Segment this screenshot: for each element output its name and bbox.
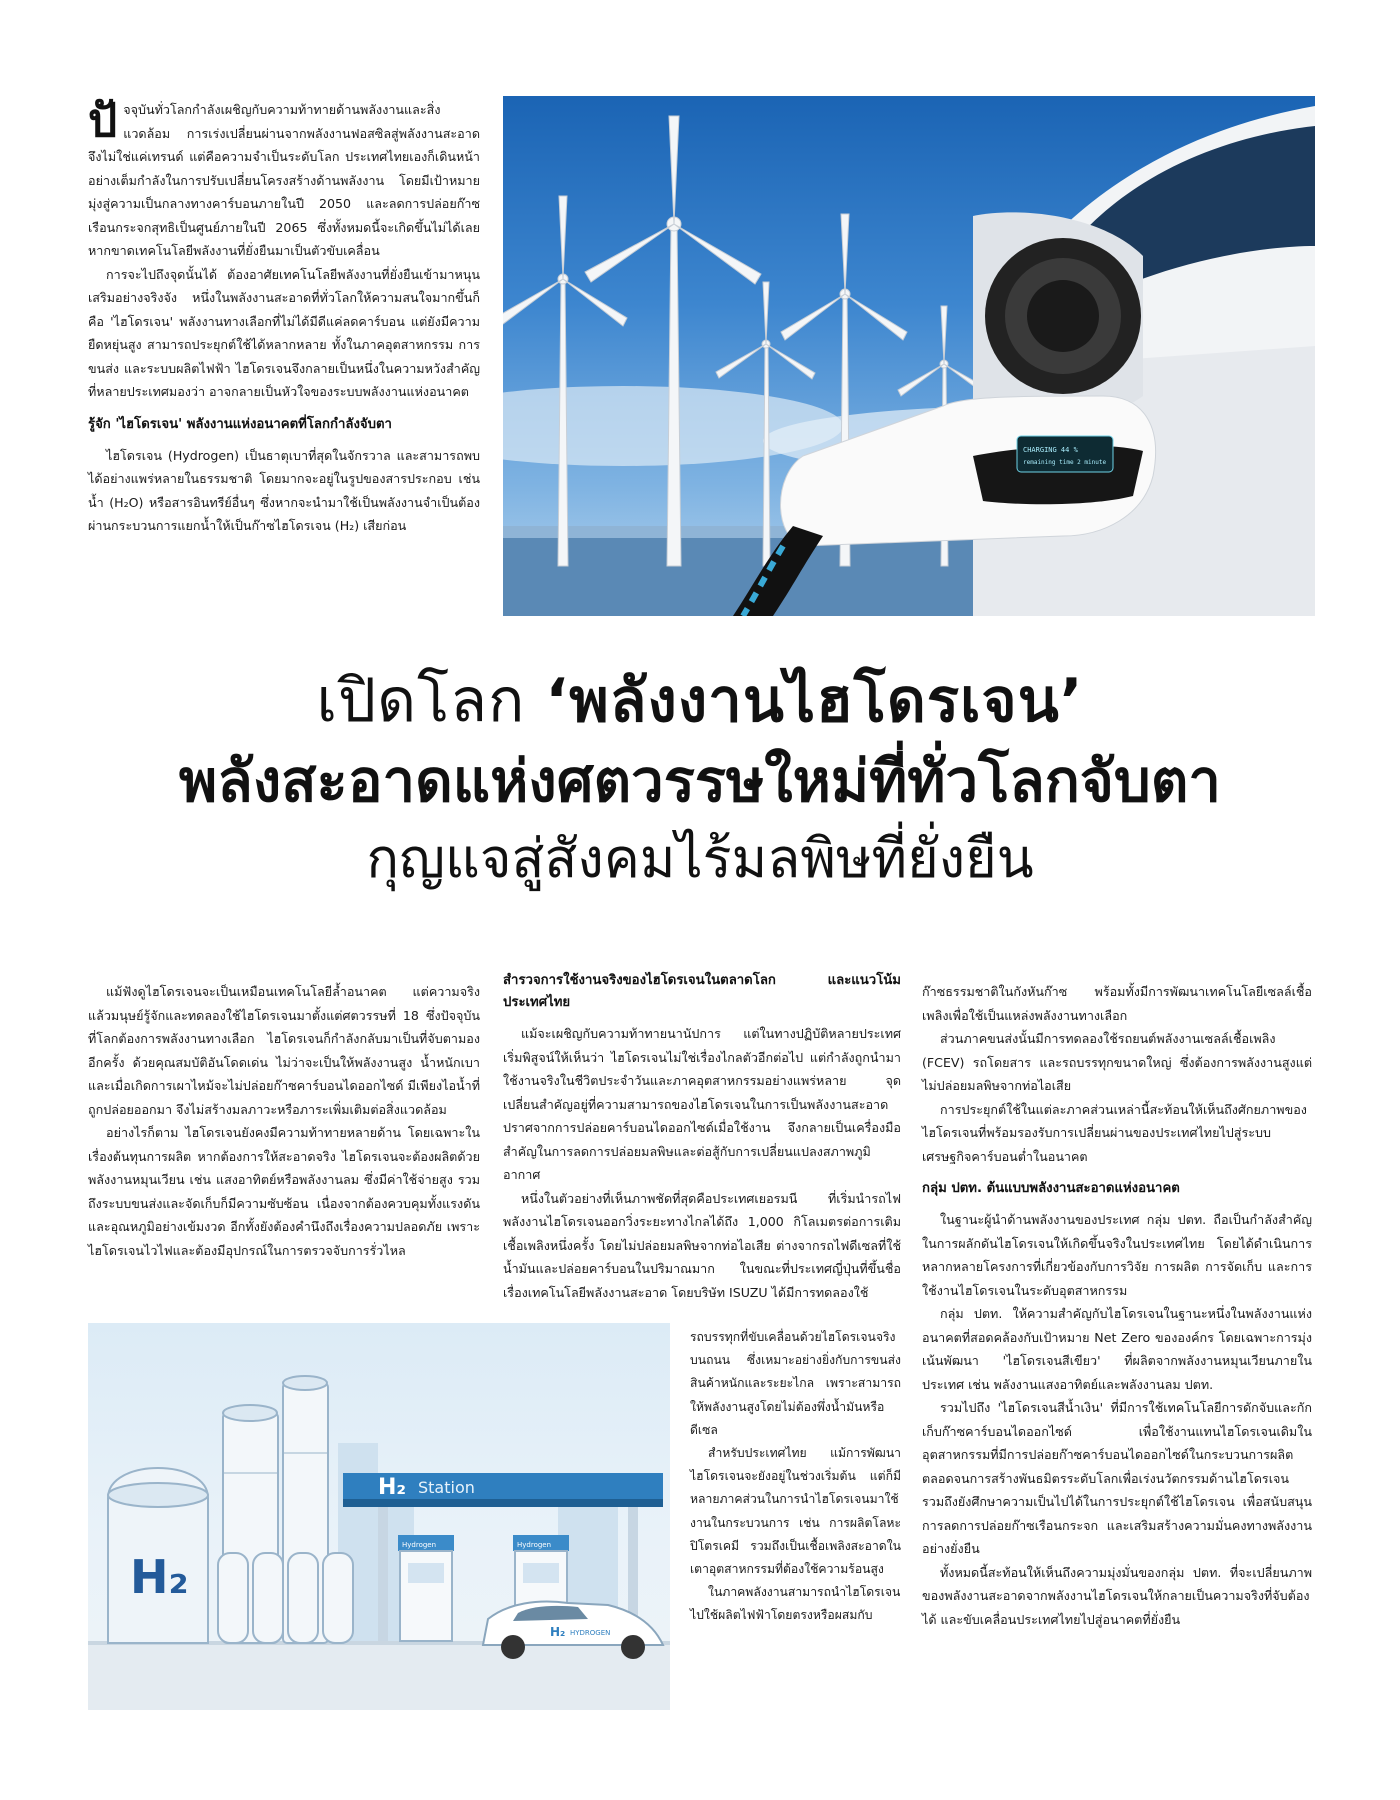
col2-paragraph-1: แม้จะเผชิญกับความท้าทายนานัปการ แต่ในทางปฏิบัติหลายประเทศเริ่มพิสูจน์ให้เห็นว่า ไฮโดรเจนไม่ใช่เรื่องไกลตัวอีกต่อไป แต่กำลังถูกนำมาใช้งานจริงในชีวิตประจำวันและภาคอุตสาหกรรมอย่างแพร่หลาย จุดเปลี่ยนสำคัญอยู่ที่ความสามารถของไฮโดรเจนในการเป็นพลังงานสะอาด ปราศจากการปล่อยคาร์บอนไดออกไซด์เมื่อใช้งาน จึงกลายเป็นเครื่องมือสำคัญในการลดการปล่อยมลพิษและต่อสู้กับการเปลี่ยนแปลงสภาพภูมิอากาศ <box>503 1026 901 1182</box>
headline-block <box>40 660 1360 898</box>
headline-line-3: กุญแจสู่สังคมไร้มลพิษที่ยั่งยืน <box>366 827 1034 890</box>
wind-turbine-icon <box>503 196 627 566</box>
body-column-1 <box>88 980 480 1262</box>
station-illustration-svg <box>88 1323 670 1710</box>
col3-paragraph-2: ส่วนภาคขนส่งนั้นมีการทดลองใช้รถยนต์พลังงานเซลล์เชื้อเพลิง (FCEV) รถโดยสาร และรถบรรทุกขนาดใหญ่ ซึ่งต้องการพลังงานสูงแต่ไม่ปล่อยมลพิษจากท่อไอเสีย <box>922 1031 1312 1093</box>
body-column-3 <box>922 980 1312 1631</box>
hydrogen-station-illustration <box>88 1323 670 1710</box>
col2-lower-paragraph-3: ในภาคพลังงานสามารถนำไฮโดรเจนไปใช้ผลิตไฟฟ้าโดยตรงหรือผสมกับ <box>690 1585 901 1623</box>
intro-paragraph-1: ปัจจุบันทั่วโลกกำลังเผชิญกับความท้าทายด้านพลังงานและสิ่งแวดล้อม การเร่งเปลี่ยนผ่านจากพลังงานฟอสซิลสู่พลังงานสะอาดจึงไม่ใช่แค่เทรนด์ แต่คือความจำเป็นระดับโลก ประเทศไทยเองก็เดินหน้าอย่างเต็มกำลังในการปรับเปลี่ยนโครงสร้างด้านพลังงาน โดยมีเป้าหมายมุ่งสู่ความเป็นกลางทางคาร์บอนภายในปี 2050 และลดการปล่อยก๊าซเรือนกระจกสุทธิเป็นศูนย์ภายในปี 2065 ซึ่งทั้งหมดนี้จะเกิดขึ้นไม่ได้เลยหากขาดเทคโนโลยีพลังงานที่ยั่งยืนมาเป็นตัวขับเคลื่อน <box>88 93 480 258</box>
charging-time-text: remaining time 2 minute <box>1023 459 1107 466</box>
charging-port <box>973 212 1143 420</box>
dropcap: ปั <box>88 93 118 147</box>
dispenser-label-1: Hydrogen <box>402 1541 437 1549</box>
col3-paragraph-1: ก๊าซธรรมชาติในกังหันก๊าซ พร้อมทั้งมีการพัฒนาเทคโนโลยีเซลล์เชื้อเพลิงเพื่อใช้เป็นแหล่งพลังงานทางเลือก <box>922 984 1312 1023</box>
body-column-2 <box>503 970 901 1304</box>
station-sign-h2: H₂ <box>378 1475 407 1500</box>
car-hydrogen-label: HYDROGEN <box>570 1629 611 1637</box>
col2-heading: สำรวจการใช้งานจริงของไฮโดรเจนในตลาดโลก และแนวโน้มประเทศไทย <box>503 973 901 1010</box>
hero-illustration <box>503 96 1315 616</box>
col1-paragraph-1: แม้ฟังดูไฮโดรเจนจะเป็นเหมือนเทคโนโลยีล้ำอนาคต แต่ความจริงแล้วมนุษย์รู้จักและทดลองใช้ไฮโดรเจนมาตั้งแต่ศตวรรษที่ 18 ซึ่งปัจจุบันที่โลกต้องการพลังงานทางเลือก ไฮโดรเจนก็กำลังกลับมาเป็นที่จับตามองอีกครั้ง ด้วยคุณสมบัติอันโดดเด่น ไม่ว่าจะเป็นให้พลังงานสูง น้ำหนักเบา และเมื่อเกิดการเผาไหม้จะไม่ปล่อยก๊าซคาร์บอนไดออกไซด์ มีเพียงไอน้ำที่ถูกปล่อยออกมา จึงไม่สร้างมลภาวะหรือภาระเพิ่มเติมต่อสิ่งแวดล้อม <box>88 984 480 1117</box>
body-column-2-lower <box>690 1326 901 1628</box>
hero-photo <box>503 96 1315 616</box>
station-sign-text: Station <box>418 1478 475 1497</box>
col2-paragraph-2: หนึ่งในตัวอย่างที่เห็นภาพชัดที่สุดคือประเทศเยอรมนี ที่เริ่มนำรถไฟพลังงานไฮโดรเจนออกวิ่งระยะทางไกลได้ถึง 1,000 กิโลเมตรต่อการเติมเชื้อเพลิงหนึ่งครั้ง โดยไม่ปล่อยมลพิษจากท่อไอเสีย ต่างจากรถไฟดีเซลที่ใช้น้ำมันและปล่อยคาร์บอนในปริมาณมาก ในขณะที่ประเทศญี่ปุ่นที่ขึ้นชื่อเรื่องเทคโนโลยีพลังงานสะอาด โดยบริษัท ISUZU ได้มีการทดลองใช้ <box>503 1190 901 1300</box>
car-h2-label: H₂ <box>550 1625 566 1639</box>
intro-subheading: รู้จัก 'ไฮโดรเจน' พลังงานแห่งอนาคตที่โลกกำลังจับตา <box>88 416 392 432</box>
col3-paragraph-7: ทั้งหมดนี้สะท้อนให้เห็นถึงความมุ่งมั่นของกลุ่ม ปตท. ที่จะเปลี่ยนภาพของพลังงานสะอาดจากพลังงานไฮโดรเจนให้กลายเป็นความจริงที่จับต้องได้ และขับเคลื่อนประเทศไทยไปสู่อนาคตที่ยั่งยืน <box>922 1564 1312 1627</box>
col3-heading: กลุ่ม ปตท. ต้นแบบพลังงานสะอาดแห่งอนาคต <box>922 1181 1180 1196</box>
col2-lower-paragraph-2: สำหรับประเทศไทย แม้การพัฒนาไฮโดรเจนจะยังอยู่ในช่วงเริ่มต้น แต่ก็มีหลายภาคส่วนในการนำไฮโดรเจนมาใช้งานในกระบวนการ เช่น การผลิตโลหะ ปิโตรเคมี รวมถึงเป็นเชื้อเพลิงสะอาดในเตาอุตสาหกรรมที่ต้องใช้ความร้อนสูง <box>690 1446 901 1577</box>
storage-tank-icon <box>108 1468 208 1643</box>
wind-turbine-icon <box>585 116 761 566</box>
dispenser-label-2: Hydrogen <box>517 1541 552 1549</box>
col3-paragraph-4: ในฐานะผู้นำด้านพลังงานของประเทศ กลุ่ม ปตท. ถือเป็นกำลังสำคัญในการผลักดันไฮโดรเจนให้เกิดขึ้นจริงในประเทศไทย โดยได้ดำเนินการหลากหลายโครงการที่เกี่ยวข้องกับการวิจัย การผลิต การจัดเก็บ และการใช้งานไฮโดรเจนในระดับอุตสาหกรรม <box>922 1212 1312 1298</box>
col3-paragraph-5: กลุ่ม ปตท. ให้ความสำคัญกับไฮโดรเจนในฐานะหนึ่งในพลังงานแห่งอนาคตที่สอดคล้องกับเป้าหมาย Net Zero ขององค์กร โดยเฉพาะการมุ่งเน้นพัฒนา 'ไฮโดรเจนสีเขียว' ที่ผลิตจากพลังงานหมุนเวียนภายในประเทศ เช่น พลังงานแสงอาทิตย์และพลังงานลม ปตท. <box>922 1306 1312 1392</box>
intro-paragraph-2: การจะไปถึงจุดนั้นได้ ต้องอาศัยเทคโนโลยีพลังงานที่ยั่งยืนเข้ามาหนุนเสริมอย่างจริงจัง หนึ่งในพลังงานสะอาดที่ทั่วโลกให้ความสนใจมากขึ้นก็คือ 'ไฮโดรเจน' พลังงานทางเลือกที่ไม่ได้มีดีแค่ลดคาร์บอน แต่ยังมีความยืดหยุ่นสูง สามารถประยุกต์ใช้ได้หลากหลาย ทั้งในภาคอุตสาหกรรม การขนส่ง และระบบผลิตไฟฟ้า ไฮโดรเจนจึงกลายเป็นหนึ่งในความหวังสำคัญที่หลายประเทศมองว่า อาจกลายเป็นหัวใจของระบบพลังงานแห่งอนาคต <box>88 266 480 399</box>
intro-column <box>88 93 480 538</box>
tank-h2-label: H₂ <box>130 1550 189 1604</box>
col2-lower-paragraph-1: รถบรรทุกที่ขับเคลื่อนด้วยไฮโดรเจนจริงบนถนน ซึ่งเหมาะอย่างยิ่งกับการขนส่งสินค้าหนักและระยะไกล เพราะสามารถให้พลังงานสูงโดยไม่ต้องพึ่งน้ำมันหรือดีเซล <box>690 1330 901 1437</box>
charging-screen-text: CHARGING 44 % <box>1023 446 1078 454</box>
col3-paragraph-3: การประยุกต์ใช้ในแต่ละภาคส่วนเหล่านี้สะท้อนให้เห็นถึงศักยภาพของไฮโดรเจนที่พร้อมรองรับการเปลี่ยนผ่านของประเทศไทยไปสู่ระบบเศรษฐกิจคาร์บอนต่ำในอนาคต <box>922 1101 1307 1164</box>
headline-line-1: เปิดโลก ‘พลังงานไฮโดรเจน’ <box>316 666 1084 736</box>
col1-paragraph-2: อย่างไรก็ตาม ไฮโดรเจนยังคงมีความท้าทายหลายด้าน โดยเฉพาะในเรื่องต้นทุนการผลิต หากต้องการให้สะอาดจริง ไฮโดรเจนจะต้องผลิตด้วยพลังงานหมุนเวียน เช่น แสงอาทิตย์หรือพลังงานลม ซึ่งมีค่าใช้จ่ายสูง รวมถึงระบบขนส่งและจัดเก็บก็มีความซับซ้อน เนื่องจากต้องควบคุมทั้งแรงดันและอุณหภูมิอย่างเข้มงวด อีกทั้งยังต้องคำนึงถึงเรื่องความปลอดภัย เพราะไฮโดรเจนไวไฟและต้องมีอุปกรณ์ในการตรวจจับการรั่วไหล <box>88 1125 480 1258</box>
col3-paragraph-6: รวมไปถึง 'ไฮโดรเจนสีน้ำเงิน' ที่มีการใช้เทคโนโลยีการดักจับและกักเก็บก๊าซคาร์บอนไดออกไซด์ เพื่อใช้งานแทนไฮโดรเจนเดิมในอุตสาหกรรมที่มีการปล่อยก๊าซคาร์บอนไดออกไซด์ในกระบวนการผลิต ตลอดจนการสร้างพันธมิตรระดับโลกเพื่อเร่งนวัตกรรมด้านไฮโดรเจน รวมถึงยังศึกษาความเป็นไปได้ในการประยุกต์ใช้ไฮโดรเจน เพื่อสนับสนุนการลดการปล่อยก๊าซเรือนกระจก และเสริมสร้างความมั่นคงทางพลังงานอย่างยั่งยืน <box>922 1400 1312 1556</box>
hydrogen-paragraph: ไฮโดรเจน (Hydrogen) เป็นธาตุเบาที่สุดในจักรวาล และสามารถพบได้อย่างแพร่หลายในธรรมชาติ โดยมากจะอยู่ในรูปของสารประกอบ เช่น น้ำ (H₂O) หรือสารอินทรีย์อื่นๆ ซึ่งหากจะนำมาใช้เป็นพลังงานจำเป็นต้องผ่านกระบวนการแยกน้ำให้เป็นก๊าซไฮโดรเจน (H₂) เสียก่อน <box>88 447 480 533</box>
headline-line-2: พลังสะอาดแห่งศตวรรษใหม่ที่ทั่วโลกจับตา <box>179 747 1221 815</box>
